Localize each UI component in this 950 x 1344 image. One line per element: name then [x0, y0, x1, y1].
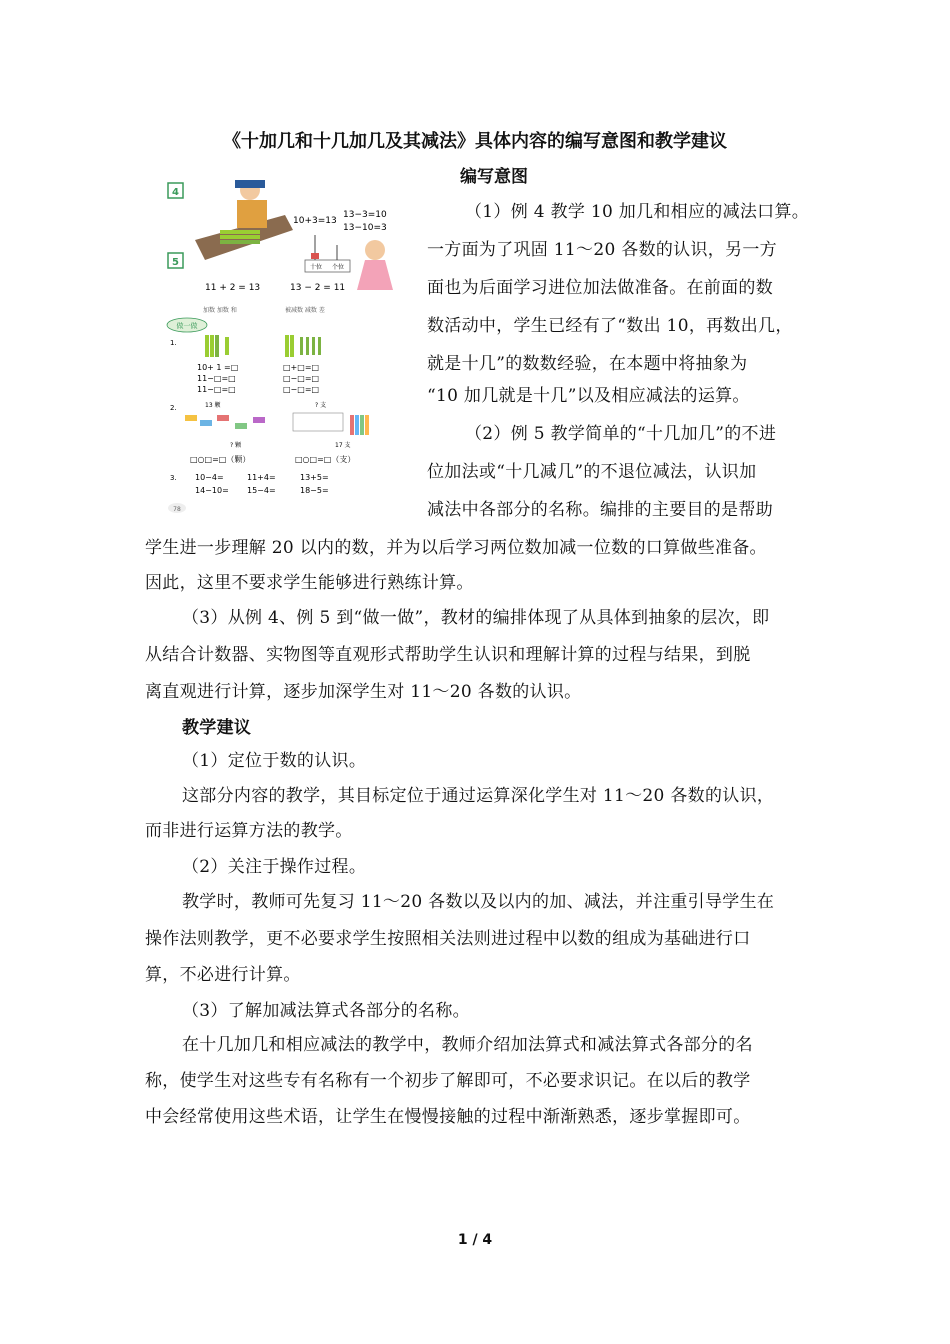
para1-line-4: 数活动中，学生已经有了“数出 10，再数出几，: [427, 316, 793, 336]
para3-line-1: （3）从例 4、例 5 到“做一做”，教材的编排体现了从具体到抽象的层次，即: [182, 608, 770, 628]
para2-line-4: 学生进一步理解 20 以内的数，并为以后学习两位数加减一位数的口算做些准备。: [145, 538, 767, 558]
girl-head: [365, 240, 385, 260]
para1-line-6: “10 加几就是十几”以及相应减法的运算。: [427, 386, 750, 406]
q1-left-eq-3: 11−□=□: [197, 385, 236, 394]
q1-left-eq-2: 11−□=□: [197, 374, 236, 383]
q2-right-top-label: ? 支: [315, 402, 327, 409]
advice-3-line-3: 中会经常使用这些术语，让学生在慢慢接触的过程中渐渐熟悉，逐步掌握即可。: [145, 1107, 751, 1127]
para1-line-5: 就是十几”的数数经验，在本题中将抽象为: [427, 354, 748, 374]
para2-line-5: 因此，这里不要求学生能够进行熟练计算。: [145, 573, 474, 593]
textbook-page-number: 78: [173, 506, 181, 513]
q3-r2-c1: 14−10=: [195, 486, 229, 495]
advice-3-line-2: 称，使学生对这些专有名称有一个初步了解即可，不必要求识记。在以后的教学: [145, 1071, 751, 1091]
q1-left-eq-1: 10+ 1 =□: [197, 363, 239, 372]
para3-line-3: 离直观进行计算，逐步加深学生对 11～20 各数的认识。: [145, 682, 582, 702]
advice-3-title: （3）了解加减法算式各部分的名称。: [182, 1001, 470, 1021]
q2-right-equation: □○□=□（支）: [295, 455, 356, 464]
try-it-label: 做一做: [176, 322, 198, 330]
equation-10-plus-3: 10+3=13: [293, 216, 337, 226]
para2-line-2: 位加法或“十几减几”的不退位减法，认识加: [427, 462, 757, 482]
stick-bundle: [220, 230, 260, 244]
advice-1-title: （1）定位于数的认识。: [182, 751, 367, 771]
para3-line-2: 从结合计数器、实物图等直观形式帮助学生认识和理解计算的过程与结果，到脱: [145, 645, 751, 665]
textbook-illustration: [165, 175, 410, 515]
q3-r1-c3: 13+5=: [300, 473, 329, 482]
q3-r1-c2: 11+4=: [247, 473, 276, 482]
q2-left-top-label: 13 颗: [205, 402, 221, 409]
q1-stick-bundles: [205, 335, 321, 357]
q1-right-eq-1: □+□=□: [283, 363, 320, 372]
example-5-label: 5: [172, 257, 179, 268]
section-heading-writing-intent: 编写意图: [460, 167, 528, 187]
equation-13-minus-2: 13 − 2 = 11: [290, 283, 346, 293]
advice-2-line-3: 算，不必进行计算。: [145, 965, 301, 985]
q1-right-eq-3: □−□=□: [283, 385, 320, 394]
girl-dress: [357, 260, 393, 290]
subtraction-terms: 被减数 减数 差: [285, 307, 325, 314]
para1-line-2: 一方面为了巩固 11～20 各数的认识，另一方: [427, 240, 777, 260]
addition-terms: 加数 加数 和: [203, 307, 237, 314]
advice-2-title: （2）关注于操作过程。: [182, 857, 367, 877]
equation-13-minus-10: 13−10=3: [343, 223, 387, 233]
q2-left-equation: □○□=□（颗）: [190, 455, 251, 464]
document-title: 《十加几和十几加几及其减法》具体内容的编写意图和教学建议: [223, 131, 727, 152]
q3-r2-c2: 15−4=: [247, 486, 276, 495]
equation-11-plus-2: 11 + 2 = 13: [205, 283, 261, 293]
q2-right-brace-label: 17 支: [335, 442, 351, 449]
q3-r2-c3: 18−5=: [300, 486, 329, 495]
counter-ones-label: 个位: [331, 264, 345, 271]
example-4-label: 4: [172, 187, 179, 198]
para1-line-1: （1）例 4 教学 10 加几和相应的减法口算。: [465, 202, 810, 222]
boy-body: [237, 200, 267, 228]
q2-candy-pictures: [185, 413, 369, 435]
q1-right-eq-2: □−□=□: [283, 374, 320, 383]
question-2-number: 2.: [170, 404, 177, 412]
question-3-number: 3.: [170, 474, 177, 482]
question-1-number: 1.: [170, 339, 177, 347]
page-indicator: 1 / 4: [457, 1232, 493, 1248]
counter-tens-label: 十位: [309, 264, 323, 271]
advice-2-line-2: 操作法则教学，更不必要求学生按照相关法则进过程中以数的组成为基础进行口: [145, 929, 751, 949]
para2-line-3: 减法中各部分的名称。编排的主要目的是帮助: [427, 500, 773, 520]
para2-line-1: （2）例 5 教学简单的“十几加几”的不进: [465, 424, 777, 444]
q2-left-brace-label: ? 颗: [230, 442, 242, 449]
equation-13-minus-3: 13−3=10: [343, 210, 387, 220]
advice-1-line-2: 而非进行运算方法的教学。: [145, 821, 353, 841]
advice-3-line-1: 在十几加几和相应减法的教学中，教师介绍加法算式和减法算式各部分的名: [182, 1035, 753, 1055]
section-heading-teaching-advice: 教学建议: [182, 718, 252, 738]
q3-r1-c1: 10−4=: [195, 473, 224, 482]
advice-2-line-1: 教学时，教师可先复习 11～20 各数以及以内的加、减法，并注重引导学生在: [182, 892, 775, 912]
para1-line-3: 面也为后面学习进位加法做准备。在前面的数: [427, 278, 773, 298]
advice-1-line-1: 这部分内容的教学，其目标定位于通过运算深化学生对 11～20 各数的认识，: [182, 786, 775, 806]
